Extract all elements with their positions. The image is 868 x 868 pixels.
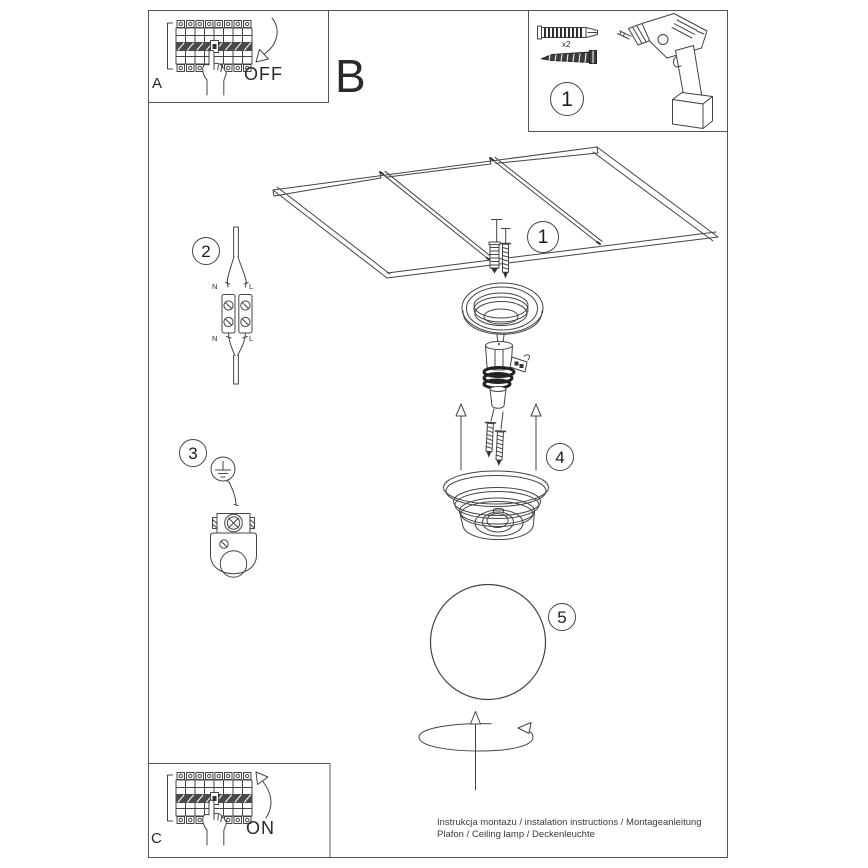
wiring-diagram [222,227,252,384]
arrowhead [256,772,268,785]
step-2-marker: 2 [192,237,220,265]
step-3-marker: 3 [179,439,207,467]
lamp-base-drawing [444,471,549,540]
wall-plug-icon [489,242,500,274]
footer-line-1: Instrukcja montażu / instalation instructions / Montageanleitung [437,817,702,828]
panel-a-label: A [152,75,163,92]
screw-icon [494,431,506,466]
screw-icon [484,422,496,457]
screw-icon [501,244,511,279]
step-5-marker: 5 [548,603,576,631]
step-4-marker: 4 [546,443,574,471]
panel-c-label: C [151,830,162,847]
main-frame [149,11,728,858]
on-label: ON [246,818,275,838]
grounding-diagram [211,457,257,577]
section-b-label: B [335,50,366,102]
quantity-label: x2 [562,40,571,49]
wire-label-l-top: L [249,282,254,291]
page-frames [149,11,728,858]
glass-ball-drawing [431,585,546,700]
arrowhead [256,50,269,63]
lamp-socket-drawing [484,334,529,408]
footer-line-2: Plafon / Ceiling lamp / Deckenleuchte [437,828,595,840]
rotation-instruction [419,712,533,791]
step-1-marker: 1 [527,221,559,253]
curved-arrow-up-icon [263,781,271,818]
wire-label-n-bottom: N [212,334,218,343]
off-label: OFF [244,64,283,84]
wire-label-n-top: N [212,282,218,291]
parts-step-marker: 1 [550,82,584,116]
screw-icon [542,51,597,64]
step4-mounting [456,404,541,470]
curved-arrow-down-icon [265,18,278,54]
footer-text [437,817,702,840]
wall-plug-icon [538,26,598,39]
cordless-drill-icon [618,14,713,129]
wire-label-l-bottom: L [249,334,254,343]
canopy-ring-drawing [462,283,543,334]
